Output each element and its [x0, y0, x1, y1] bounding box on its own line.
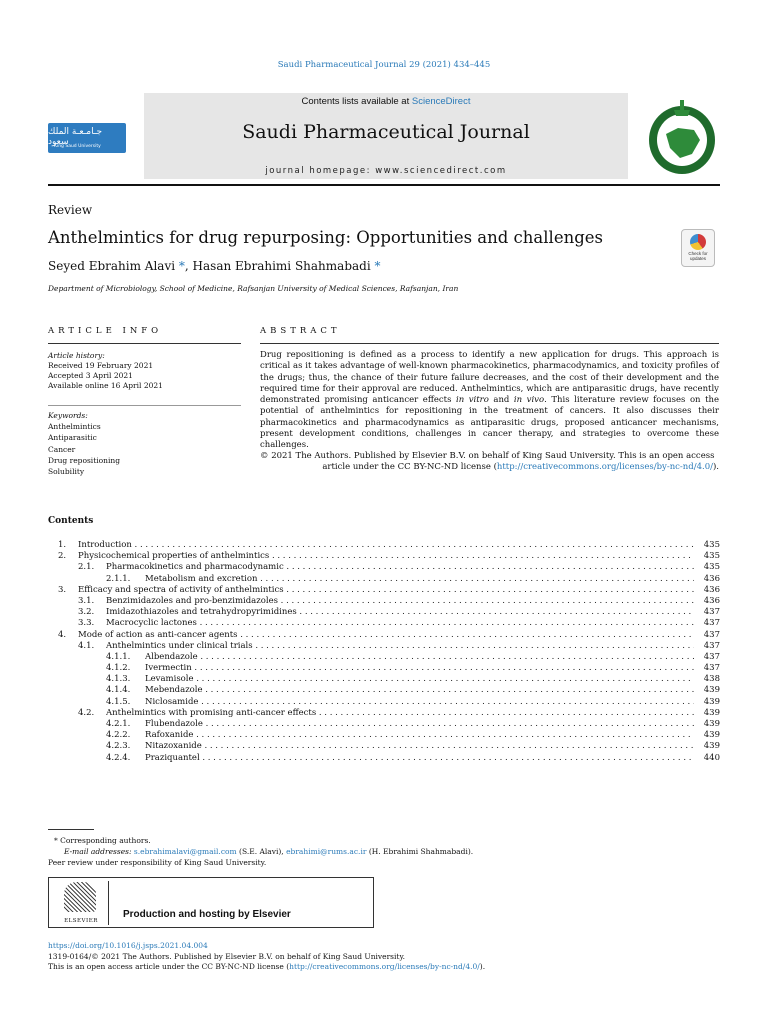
- toc-row[interactable]: [48, 618, 720, 629]
- toc-page: 439: [703, 707, 720, 718]
- toc-row[interactable]: [48, 551, 720, 562]
- article-info-rule: [48, 343, 241, 344]
- toc-title[interactable]: Flubendazole . . .: [145, 719, 694, 730]
- toc-title[interactable]: Physicochemical properties of anthelmintics . . .: [78, 551, 694, 562]
- university-logo: [48, 123, 126, 153]
- toc-title[interactable]: Mode of action as anti-cancer agents . . .: [78, 630, 694, 641]
- keyword: Solubility: [48, 467, 85, 477]
- abstract-text: Drug repositioning is defined as a process to identify a new application for drugs. This approach is critical as it takes advantage of well-known pharmacokinetics, pharmacodynamics, and toxicity profiles of the drugs; thus, the chance of their future failure decreases, and the cost of their development and the required time for their approval are reduced. Anthelmintics, which are antiparasitic drugs, have recently demonstrated promising anticancer effects in vitro and in vivo. This literature review focuses on the potential of anthelmintics for repositioning in the treatment of cancers. It also discusses their pharmacokinetics and pharmacodynamics as antiparasitic drugs, proposed anticancer mechanisms, present development conditions, challenges in cancer therapy, and strategies to overcome these challenges.: [260, 350, 719, 451]
- bottom-info: https://doi.org/10.1016/j.jsps.2021.04.004 1319-0164/© 2021 The Authors. Published by Elsevier B.V. on behalf of King Saud University. This is an open access article under the CC BY-NC-ND license (http://creativecommons.org/licenses/by-nc-nd/4.0/).: [48, 941, 486, 971]
- toc-title[interactable]: Imidazothiazoles and tetrahydropyrimidines . . .: [106, 607, 694, 618]
- toc-title[interactable]: Efficacy and spectra of activity of anthelmintics . . .: [78, 585, 694, 596]
- authors: Seyed Ebrahim Alavi *, Hasan Ebrahimi Shahmabadi *: [48, 259, 381, 273]
- keyword: Cancer: [48, 444, 76, 454]
- keywords: Keywords: Anthelmintics Antiparasitic Cancer Drug repositioning Solubility: [48, 411, 120, 477]
- toc-page: 435: [703, 551, 720, 562]
- toc-row[interactable]: [48, 562, 720, 573]
- article-history: Article history: Received 19 February 2021 Accepted 3 April 2021 Available online 16 April 2021: [48, 351, 163, 390]
- toc-title[interactable]: Macrocyclic lactones . . .: [106, 618, 694, 629]
- toc-number: 4.1.1.: [106, 651, 131, 662]
- production-text: Production and hosting by Elsevier: [123, 909, 291, 920]
- crossmark-icon: [690, 234, 706, 250]
- toc-page: 435: [703, 540, 720, 550]
- toc-row[interactable]: [48, 585, 720, 596]
- toc-title[interactable]: Levamisole . . .: [145, 674, 694, 685]
- toc-row[interactable]: [48, 674, 720, 685]
- bottom-license-link[interactable]: http://creativecommons.org/licenses/by-nc-nd/4.0/: [289, 962, 480, 971]
- toc-page: 439: [703, 696, 720, 707]
- toc-row[interactable]: [48, 719, 720, 730]
- abstract-heading: ABSTRACT: [260, 326, 341, 336]
- toc-number: 4.: [58, 629, 67, 640]
- toc-row[interactable]: [48, 697, 720, 708]
- toc-number: 3.3.: [78, 618, 95, 629]
- toc-row[interactable]: [48, 663, 720, 674]
- toc-number: 2.1.: [78, 562, 95, 573]
- toc-row[interactable]: [48, 708, 720, 719]
- keyword: Anthelmintics: [48, 422, 101, 432]
- contents-available: Contents lists available at ScienceDirect: [301, 96, 471, 107]
- toc-number: 4.1.2.: [106, 663, 131, 674]
- publisher-box: [48, 877, 374, 928]
- toc-number: 4.1.: [78, 640, 95, 651]
- author-2-mark[interactable]: *: [374, 259, 381, 273]
- toc-title[interactable]: Introduction . . .: [78, 540, 694, 551]
- article-info-heading: ARTICLE INFO: [48, 326, 163, 336]
- toc-number: 4.1.3.: [106, 674, 131, 685]
- doi-link[interactable]: https://doi.org/10.1016/j.jsps.2021.04.004: [48, 941, 208, 950]
- toc-row[interactable]: [48, 630, 720, 641]
- toc-page: 437: [703, 607, 720, 618]
- author-1: Seyed Ebrahim Alavi: [48, 259, 176, 273]
- toc-row[interactable]: [48, 540, 720, 551]
- footnote-rule: [48, 829, 94, 830]
- toc-number: 3.2.: [78, 607, 95, 618]
- abstract-license: © 2021 The Authors. Published by Elsevier B.V. on behalf of King Saud University. This is an open access article under the CC BY-NC-ND license (http://creativecommons.org/licenses/by-nc-nd/4.0/).: [260, 451, 719, 473]
- keyword: Drug repositioning: [48, 455, 120, 465]
- journal-banner: [144, 93, 628, 179]
- elsevier-logo: [53, 881, 109, 925]
- toc-page: 437: [703, 651, 720, 662]
- toc-page: 435: [703, 562, 720, 573]
- toc-page: 439: [703, 730, 720, 741]
- author-1-mark[interactable]: *: [178, 259, 185, 273]
- toc-row[interactable]: [48, 741, 720, 752]
- crossmark-label: Check for updates: [688, 251, 708, 261]
- toc-page: 440: [703, 752, 720, 763]
- toc-title[interactable]: Rafoxanide . . .: [145, 730, 694, 741]
- toc-number: 4.1.4.: [106, 685, 131, 696]
- article-title: Anthelmintics for drug repurposing: Opportunities and challenges: [48, 228, 604, 247]
- toc-title[interactable]: Praziquantel . . .: [145, 753, 694, 764]
- toc-page: 436: [703, 584, 720, 595]
- table-of-contents: [48, 540, 720, 764]
- toc-page: 436: [703, 573, 720, 584]
- toc-page: 436: [703, 595, 720, 606]
- toc-number: 3.: [58, 584, 67, 595]
- history-divider: [48, 405, 241, 406]
- toc-page: 438: [703, 674, 720, 685]
- toc-title[interactable]: Metabolism and excretion . . .: [145, 574, 694, 585]
- toc-number: 4.2.: [78, 707, 95, 718]
- toc-number: 4.2.4.: [106, 752, 131, 763]
- university-logo-arabic: جـامـعـة الملك سعود: [48, 127, 103, 147]
- affiliation: Department of Microbiology, School of Medicine, Rafsanjan University of Medical Sciences, Rafsanjan, Iran: [48, 284, 459, 293]
- toc-number: 4.2.1.: [106, 719, 131, 729]
- toc-page: 439: [703, 719, 720, 729]
- license-link[interactable]: http://creativecommons.org/licenses/by-nc-nd/4.0/: [496, 462, 713, 473]
- elsevier-tree-icon: [64, 882, 96, 912]
- article-type: Review: [48, 203, 93, 217]
- toc-title[interactable]: Ivermectin . . .: [145, 663, 694, 674]
- journal-seal-icon: [644, 96, 720, 176]
- toc-row[interactable]: [48, 574, 720, 585]
- toc-row[interactable]: [48, 730, 720, 741]
- toc-page: 437: [703, 663, 720, 674]
- toc-number: 4.2.3.: [106, 741, 131, 752]
- toc-row[interactable]: [48, 685, 720, 696]
- footnotes: * Corresponding authors. E-mail addresses: s.ebrahimalavi@gmail.com (S.E. Alavi), ebrahimi@rums.ac.ir (H. Ebrahimi Shahmabadi). Peer review under responsibility of King Saud University.: [48, 836, 474, 867]
- toc-number: 4.1.5.: [106, 696, 131, 707]
- toc-page: 437: [703, 629, 720, 640]
- toc-title[interactable]: Anthelmintics under clinical trials . . .: [106, 641, 694, 652]
- journal-homepage[interactable]: journal homepage: www.sciencedirect.com: [265, 166, 507, 176]
- university-logo-english: King Saud University: [54, 144, 101, 149]
- toc-number: 3.1.: [78, 595, 95, 606]
- toc-row[interactable]: [48, 652, 720, 663]
- issn-line: 1319-0164/© 2021 The Authors. Published by Elsevier B.V. on behalf of King Saud University.: [48, 951, 406, 961]
- toc-row[interactable]: [48, 596, 720, 607]
- toc-title[interactable]: Nitazoxanide . . .: [145, 741, 694, 752]
- keyword: Antiparasitic: [48, 433, 97, 443]
- sciencedirect-link[interactable]: ScienceDirect: [411, 96, 471, 107]
- toc-page: 437: [703, 640, 720, 651]
- toc-title[interactable]: Albendazole . . .: [145, 652, 694, 663]
- elsevier-logo-name: ELSEVIER: [64, 918, 98, 924]
- toc-number: 2.1.1.: [106, 573, 131, 584]
- journal-title: Saudi Pharmaceutical Journal: [242, 121, 530, 143]
- toc-page: 439: [703, 741, 720, 752]
- toc-row[interactable]: [48, 753, 720, 764]
- toc-number: 2.: [58, 551, 67, 562]
- toc-title[interactable]: Benzimidazoles and pro-benzimidazoles . . .: [106, 596, 694, 607]
- abstract-rule: [260, 343, 719, 344]
- email-link-2[interactable]: ebrahimi@rums.ac.ir: [286, 847, 367, 856]
- toc-row[interactable]: [48, 641, 720, 652]
- toc-title[interactable]: Mebendazole . . .: [145, 685, 694, 696]
- check-for-updates-button[interactable]: [681, 229, 715, 267]
- toc-title[interactable]: Niclosamide . . .: [145, 697, 694, 708]
- toc-row[interactable]: [48, 607, 720, 618]
- author-2: Hasan Ebrahimi Shahmabadi: [192, 259, 371, 273]
- toc-page: 439: [703, 685, 720, 696]
- toc-title[interactable]: Pharmacokinetics and pharmacodynamic . . .: [106, 562, 694, 573]
- toc-number: 1.: [58, 540, 67, 550]
- toc-page: 437: [703, 618, 720, 629]
- journal-reference[interactable]: Saudi Pharmaceutical Journal 29 (2021) 434–445: [277, 60, 491, 70]
- email-link-1[interactable]: s.ebrahimalavi@gmail.com: [133, 847, 237, 856]
- contents-title: Contents: [48, 516, 94, 526]
- toc-number: 4.2.2.: [106, 730, 131, 741]
- toc-title[interactable]: Anthelmintics with promising anti-cancer effects . . .: [106, 708, 694, 719]
- masthead: [48, 93, 720, 186]
